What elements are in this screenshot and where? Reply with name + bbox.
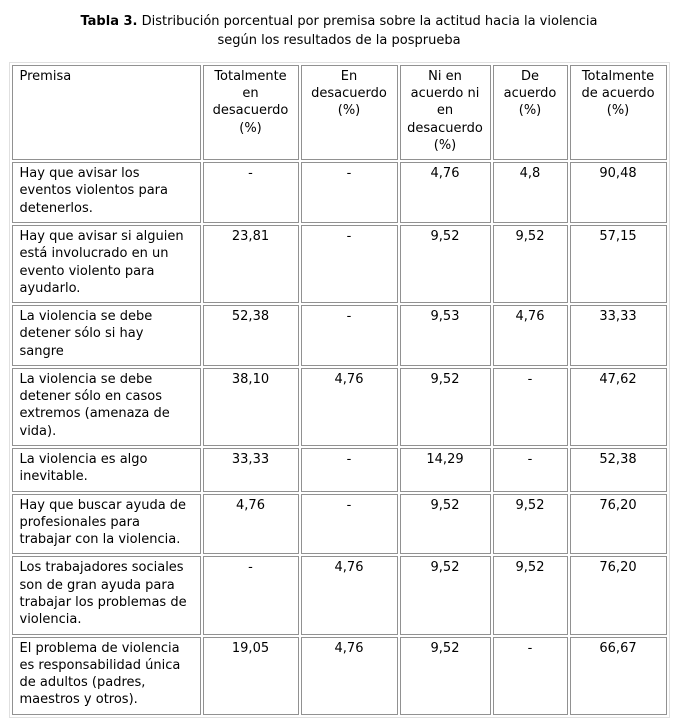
table-row [12, 494, 667, 555]
value-cell: 4,76 [203, 494, 299, 555]
value-cell: - [301, 494, 398, 555]
premisa-cell: El problema de violencia es responsabilidad única de adultos (padres, maestros y otros). [12, 637, 201, 715]
value-cell: 9,52 [400, 494, 491, 555]
table-row [12, 162, 667, 223]
value-cell: 9,52 [493, 494, 568, 555]
column-header-en-desacuerdo: En desacuerdo (%) [301, 65, 398, 160]
premisa-cell: Hay que avisar si alguien está involucrado en un evento violento para ayudarlo. [12, 225, 201, 303]
value-cell: 52,38 [570, 448, 667, 492]
value-cell: - [493, 637, 568, 715]
value-cell: 9,52 [493, 556, 568, 634]
value-cell: 23,81 [203, 225, 299, 303]
value-cell: 19,05 [203, 637, 299, 715]
value-cell: 90,48 [570, 162, 667, 223]
premisa-cell: La violencia es algo inevitable. [12, 448, 201, 492]
value-cell: 38,10 [203, 368, 299, 446]
value-cell: - [301, 225, 398, 303]
value-cell: - [301, 162, 398, 223]
value-cell: 9,52 [400, 637, 491, 715]
value-cell: 14,29 [400, 448, 491, 492]
value-cell: 57,15 [570, 225, 667, 303]
table-title-text: Distribución porcentual por premisa sobre la actitud hacia la violencia según los resultados de la posprueba [141, 14, 598, 48]
column-header-totalmente-acuerdo: Totalmente de acuerdo (%) [570, 65, 667, 160]
value-cell: 52,38 [203, 305, 299, 366]
header-row [12, 65, 667, 160]
value-cell: - [493, 368, 568, 446]
column-header-totalmente-desacuerdo: Totalmente en desacuerdo (%) [203, 65, 299, 160]
value-cell: 66,67 [570, 637, 667, 715]
value-cell: - [301, 305, 398, 366]
value-cell: - [301, 448, 398, 492]
value-cell: 4,76 [301, 556, 398, 634]
value-cell: 33,33 [203, 448, 299, 492]
value-cell: 9,53 [400, 305, 491, 366]
table-row [12, 305, 667, 366]
premisa-cell: Hay que avisar los eventos violentos para detenerlos. [12, 162, 201, 223]
value-cell: - [493, 448, 568, 492]
value-cell: 4,8 [493, 162, 568, 223]
value-cell: 9,52 [400, 368, 491, 446]
value-cell: 9,52 [493, 225, 568, 303]
value-cell: 76,20 [570, 494, 667, 555]
value-cell: 4,76 [493, 305, 568, 366]
value-cell: 4,76 [400, 162, 491, 223]
posttest-attitudes-table [9, 62, 670, 718]
table-row [12, 448, 667, 492]
premisa-cell: Los trabajadores sociales son de gran ayuda para trabajar los problemas de violencia. [12, 556, 201, 634]
table-row [12, 556, 667, 634]
premisa-cell: La violencia se debe detener sólo en casos extremos (amenaza de vida). [12, 368, 201, 446]
premisa-cell: La violencia se debe detener sólo si hay sangre [12, 305, 201, 366]
value-cell: 4,76 [301, 368, 398, 446]
table-row [12, 225, 667, 303]
column-header-premisa: Premisa [12, 65, 201, 160]
value-cell: - [203, 556, 299, 634]
column-header-de-acuerdo: De acuerdo (%) [493, 65, 568, 160]
table-row [12, 637, 667, 715]
value-cell: - [203, 162, 299, 223]
value-cell: 4,76 [301, 637, 398, 715]
value-cell: 33,33 [570, 305, 667, 366]
value-cell: 76,20 [570, 556, 667, 634]
value-cell: 47,62 [570, 368, 667, 446]
table-title-label: Tabla 3. [80, 14, 138, 29]
table-title [0, 13, 678, 51]
value-cell: 9,52 [400, 225, 491, 303]
value-cell: 9,52 [400, 556, 491, 634]
column-header-ni-acuerdo-ni-desacuerdo: Ni en acuerdo ni en desacuerdo (%) [400, 65, 491, 160]
premisa-cell: Hay que buscar ayuda de profesionales para trabajar con la violencia. [12, 494, 201, 555]
table-row [12, 368, 667, 446]
